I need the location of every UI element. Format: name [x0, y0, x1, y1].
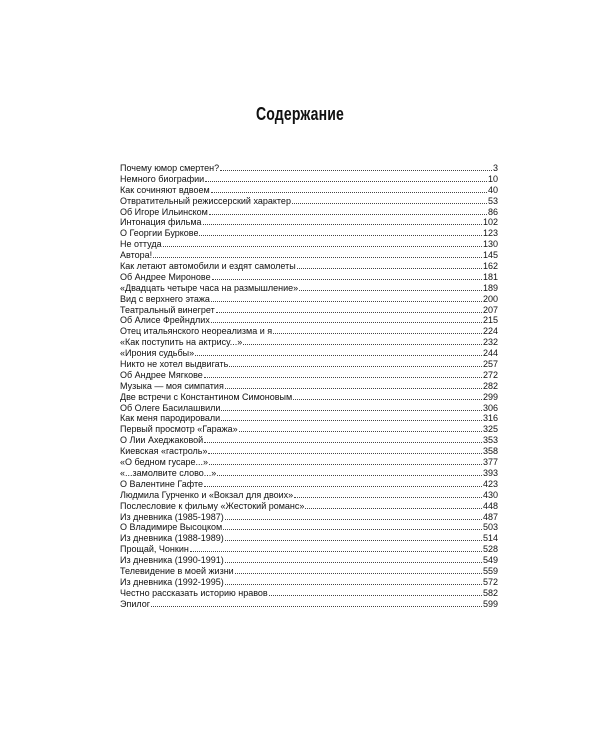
- toc-entry[interactable]: [120, 239, 498, 250]
- toc-entry-title: Об Олеге Басилашвили: [120, 402, 221, 413]
- toc-entry-title: Из дневника (1992-1995): [120, 576, 224, 587]
- toc-entry-title: Отвратительный режиссерский характер: [120, 195, 291, 206]
- toc-entry-title: Не оттуда: [120, 239, 162, 250]
- toc-entry-page-number: 599: [482, 598, 498, 609]
- toc-entry[interactable]: [120, 392, 498, 403]
- toc-entry[interactable]: [120, 599, 498, 610]
- page-title: Содержание: [255, 104, 345, 124]
- toc-dot-leader: [204, 486, 482, 487]
- toc-entry-title: О Георгии Буркове: [120, 228, 199, 239]
- toc-dot-leader: [163, 246, 482, 247]
- toc-entry[interactable]: [120, 326, 498, 337]
- toc-entry[interactable]: [120, 544, 498, 555]
- toc-entry[interactable]: [120, 185, 498, 196]
- toc-entry[interactable]: [120, 163, 498, 174]
- toc-dot-leader: [299, 290, 482, 291]
- toc-dot-leader: [208, 453, 482, 454]
- toc-dot-leader: [204, 442, 482, 443]
- toc-entry-page-number: 528: [482, 544, 498, 555]
- toc-dot-leader: [195, 355, 482, 356]
- toc-entry[interactable]: [120, 435, 498, 446]
- toc-entry-title: Никто не хотел выдвигать: [120, 359, 229, 370]
- toc-entry-page-number: 423: [482, 478, 498, 489]
- toc-entry-page-number: 503: [482, 522, 498, 533]
- toc-entry-page-number: 232: [482, 337, 498, 348]
- toc-entry-page-number: 257: [482, 359, 498, 370]
- toc-entry-page-number: 224: [482, 326, 498, 337]
- toc-dot-leader: [293, 399, 482, 400]
- toc-entry-page-number: 215: [482, 315, 498, 326]
- toc-dot-leader: [153, 257, 482, 258]
- toc-entry-page-number: 53: [487, 195, 498, 206]
- toc-dot-leader: [211, 301, 482, 302]
- toc-dot-leader: [229, 366, 482, 367]
- toc-dot-leader: [203, 224, 482, 225]
- toc-entry[interactable]: [120, 501, 498, 512]
- toc-dot-leader: [292, 203, 487, 204]
- toc-entry-title: Первый просмотр «Гаража»: [120, 424, 238, 435]
- toc-entry-page-number: 181: [482, 271, 498, 282]
- toc-entry-title: Музыка — моя симпатия: [120, 380, 224, 391]
- toc-entry-title: Вид с верхнего этажа: [120, 293, 210, 304]
- toc-dot-leader: [243, 344, 482, 345]
- toc-entry-title: «О бедном гусаре...»: [120, 457, 208, 468]
- toc-entry-title: «Двадцать четыре часа на размышление»: [120, 282, 299, 293]
- toc-dot-leader: [239, 431, 482, 432]
- toc-dot-leader: [211, 192, 487, 193]
- toc-entry-page-number: 377: [482, 457, 498, 468]
- toc-entry-page-number: 40: [487, 184, 498, 195]
- toc-entry[interactable]: [120, 261, 498, 272]
- toc-dot-leader: [294, 497, 482, 498]
- toc-dot-leader: [225, 584, 482, 585]
- toc-entry[interactable]: [120, 522, 498, 533]
- toc-entry-title: Людмила Гурченко и «Вокзал для двоих»: [120, 489, 294, 500]
- toc-entry-title: Как меня пародировали: [120, 413, 221, 424]
- toc-dot-leader: [216, 312, 482, 313]
- toc-entry[interactable]: [120, 250, 498, 261]
- toc-entry[interactable]: [120, 566, 498, 577]
- toc-entry-page-number: 102: [482, 217, 498, 228]
- toc-entry[interactable]: [120, 315, 498, 326]
- toc-entry[interactable]: [120, 424, 498, 435]
- toc-entry-page-number: 487: [482, 511, 498, 522]
- toc-entry[interactable]: [120, 490, 498, 501]
- toc-entry-title: «Как поступить на актрису...»: [120, 337, 243, 348]
- toc-dot-leader: [209, 214, 487, 215]
- toc-dot-leader: [297, 268, 482, 269]
- toc-dot-leader: [305, 508, 482, 509]
- toc-dot-leader: [217, 475, 482, 476]
- toc-entry[interactable]: [120, 294, 498, 305]
- toc-entry-title: Об Андрее Мягкове: [120, 369, 203, 380]
- toc-entry-page-number: 162: [482, 261, 498, 272]
- toc-entry[interactable]: [120, 479, 498, 490]
- toc-entry-page-number: 207: [482, 304, 498, 315]
- toc-entry[interactable]: [120, 370, 498, 381]
- toc-entry[interactable]: [120, 217, 498, 228]
- toc-dot-leader: [190, 551, 482, 552]
- toc-entry-title: Прощай, Чонкин: [120, 544, 189, 555]
- toc-entry-title: Киевская «гастроль»: [120, 446, 208, 457]
- toc-dot-leader: [199, 235, 482, 236]
- toc-entry-page-number: 325: [482, 424, 498, 435]
- toc-dot-leader: [212, 279, 482, 280]
- toc-dot-leader: [221, 410, 482, 411]
- table-of-contents: [120, 163, 498, 610]
- toc-entry-title: Как летают автомобили и ездят самолеты: [120, 261, 296, 272]
- toc-entry[interactable]: [120, 413, 498, 424]
- toc-entry-title: Честно рассказать историю нравов: [120, 587, 268, 598]
- toc-dot-leader: [209, 464, 482, 465]
- toc-entry[interactable]: [120, 272, 498, 283]
- toc-dot-leader: [225, 562, 482, 563]
- toc-entry[interactable]: [120, 468, 498, 479]
- toc-entry-page-number: 316: [482, 413, 498, 424]
- toc-entry-page-number: 86: [487, 206, 498, 217]
- toc-entry[interactable]: [120, 283, 498, 294]
- toc-dot-leader: [205, 181, 487, 182]
- toc-entry-page-number: 3: [492, 163, 498, 173]
- toc-dot-leader: [225, 519, 482, 520]
- toc-dot-leader: [235, 573, 482, 574]
- toc-entry-title: Из дневника (1990-1991): [120, 555, 224, 566]
- toc-entry-page-number: 123: [482, 228, 498, 239]
- toc-entry-page-number: 130: [482, 239, 498, 250]
- toc-entry-title: «...замолвите слово...»: [120, 467, 217, 478]
- toc-entry-page-number: 549: [482, 555, 498, 566]
- toc-entry-page-number: 306: [482, 402, 498, 413]
- toc-dot-leader: [220, 170, 492, 171]
- toc-entry[interactable]: [120, 174, 498, 185]
- toc-entry-page-number: 358: [482, 446, 498, 457]
- toc-entry[interactable]: [120, 512, 498, 523]
- toc-entry[interactable]: [120, 196, 498, 207]
- toc-dot-leader: [225, 540, 482, 541]
- toc-entry[interactable]: [120, 381, 498, 392]
- toc-entry[interactable]: [120, 403, 498, 414]
- toc-entry-page-number: 299: [482, 391, 498, 402]
- toc-entry[interactable]: [120, 207, 498, 218]
- toc-entry-page-number: 430: [482, 489, 498, 500]
- toc-entry-title: Об Андрее Миронове: [120, 271, 211, 282]
- toc-entry-page-number: 272: [482, 369, 498, 380]
- toc-entry-title: О Лии Ахеджаковой: [120, 435, 204, 446]
- toc-entry-title: Две встречи с Константином Симоновым: [120, 391, 293, 402]
- toc-entry-title: Послесловие к фильму «Жестокий романс»: [120, 500, 305, 511]
- toc-entry[interactable]: [120, 359, 498, 370]
- toc-dot-leader: [273, 333, 482, 334]
- toc-entry-page-number: 572: [482, 576, 498, 587]
- toc-entry-title: Интонация фильма: [120, 217, 202, 228]
- toc-entry-page-number: 189: [482, 282, 498, 293]
- toc-dot-leader: [221, 420, 482, 421]
- toc-entry[interactable]: [120, 446, 498, 457]
- toc-entry-title: Из дневника (1985-1987): [120, 511, 224, 522]
- toc-dot-leader: [223, 529, 482, 530]
- toc-entry[interactable]: [120, 577, 498, 588]
- toc-entry-title: Телевидение в моей жизни: [120, 565, 234, 576]
- toc-entry-title: О Валентине Гафте: [120, 478, 203, 489]
- toc-entry-page-number: 448: [482, 500, 498, 511]
- toc-entry-page-number: 582: [482, 587, 498, 598]
- toc-entry[interactable]: [120, 533, 498, 544]
- toc-entry-page-number: 282: [482, 380, 498, 391]
- toc-entry-page-number: 559: [482, 565, 498, 576]
- toc-dot-leader: [225, 388, 482, 389]
- toc-entry-title: Почему юмор смертен?: [120, 163, 220, 173]
- toc-dot-leader: [269, 595, 482, 596]
- toc-entry-page-number: 10: [487, 173, 498, 184]
- toc-entry-page-number: 145: [482, 250, 498, 261]
- toc-entry-title: Как сочиняют вдвоем: [120, 184, 210, 195]
- toc-entry[interactable]: [120, 457, 498, 468]
- toc-entry-title: Об Игоре Ильинском: [120, 206, 208, 217]
- toc-entry-title: Об Алисе Фрейндлих: [120, 315, 210, 326]
- toc-entry-page-number: 393: [482, 467, 498, 478]
- toc-dot-leader: [204, 377, 482, 378]
- toc-entry-title: «Ирония судьбы»: [120, 348, 195, 359]
- toc-entry-title: Немного биографии: [120, 173, 205, 184]
- toc-entry-title: Автора!: [120, 250, 153, 261]
- toc-entry-title: Из дневника (1988-1989): [120, 533, 224, 544]
- toc-dot-leader: [211, 322, 482, 323]
- toc-entry-title: Отец итальянского неореализма и я: [120, 326, 273, 337]
- toc-entry[interactable]: [120, 305, 498, 316]
- toc-entry[interactable]: [120, 555, 498, 566]
- toc-entry-title: Театральный винегрет: [120, 304, 215, 315]
- toc-entry-page-number: 244: [482, 348, 498, 359]
- toc-entry[interactable]: [120, 588, 498, 599]
- toc-entry-page-number: 200: [482, 293, 498, 304]
- toc-entry-title: Эпилог: [120, 598, 151, 609]
- toc-entry-page-number: 514: [482, 533, 498, 544]
- toc-entry[interactable]: [120, 228, 498, 239]
- toc-dot-leader: [151, 606, 482, 607]
- toc-entry[interactable]: [120, 337, 498, 348]
- toc-entry[interactable]: [120, 348, 498, 359]
- toc-entry-title: О Владимире Высоцком: [120, 522, 223, 533]
- toc-entry-page-number: 353: [482, 435, 498, 446]
